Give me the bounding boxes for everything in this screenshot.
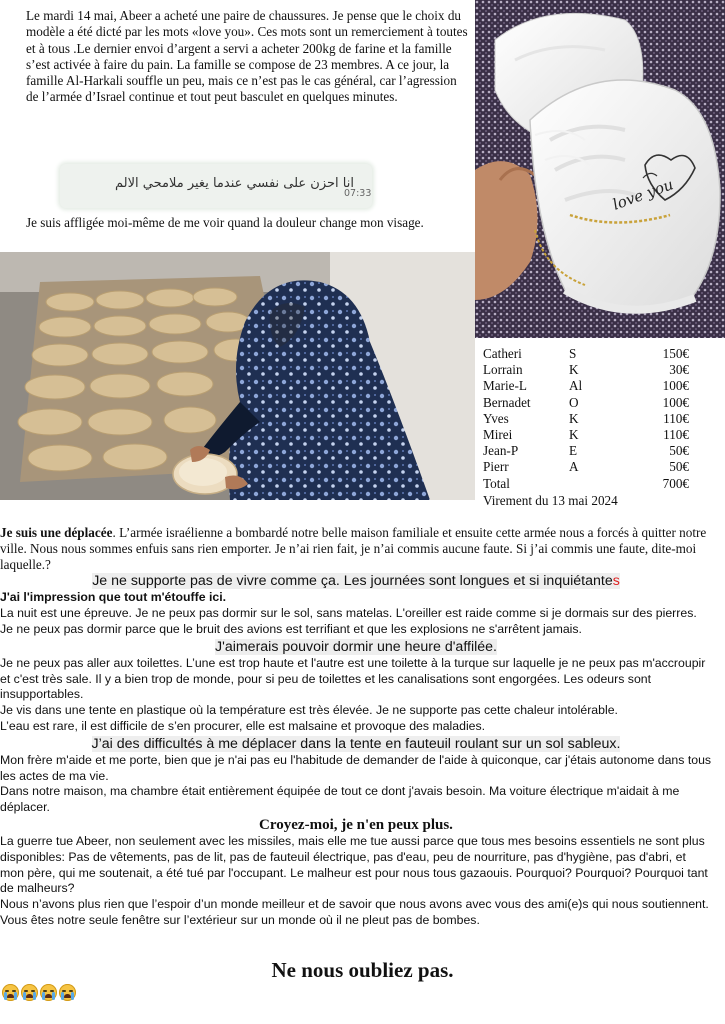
paragraph-tent: Je vis dans une tente en plastique où la température est très élevée. Je ne supporte pas cette chaleur intolérable. [0, 703, 618, 718]
highlight-wheelchair: J’ai des difficultés à me déplacer dans la tente en fauteuil roulant sur un sol sableux. [91, 735, 621, 752]
shoe-love-you-text: love you [610, 175, 676, 214]
paragraph-water: L’eau est rare, il est difficile de s’en procurer, elle est malsaine et provoque des maladies. [0, 718, 486, 733]
table-row [483, 459, 689, 475]
paragraph-displaced: Je suis une déplacée. L’armée israélienne a bombardé notre belle maison familiale et ensuite cette armée nous a forcés à quitter notre ville. Nous nous sommes enfuis sans rien emporter. Je n’ai rien fait, je n’ai commis aucune faute. Si j’ai commis une faute, dite-moi laquelle.? [0, 525, 707, 572]
heading-believe-me: Croyez-moi, je n'en peux plus. [259, 816, 453, 833]
table-row [483, 411, 689, 427]
donor-initial: K [569, 410, 579, 426]
donor-name: Bernadet [483, 394, 531, 410]
message-time: 07:33 [344, 188, 372, 199]
displaced-heading: Je suis une déplacée [0, 525, 113, 540]
intro-paragraph: Le mardi 14 mai, Abeer a acheté une paire de chaussures. Je pense que le choix du modèle a été dicté par les mots «love you». Ces mots sont un remerciement à toutes et à tous .Le dernier envoi d’argent a servi a acheter 200kg de farine et la famille s’est activée à faire du pain. La famille se compose de 23 membres. A ce jour, la famille Al-Harkali souffle un peu, mais ce n’est pas le cas général, car l’agression de l’armée d’Israel continue et tout peut basculet en quelques minutes. [26, 8, 468, 105]
table-row [483, 362, 689, 378]
paragraph-brother: Mon frère m'aide et me porte, bien que je n'ai pas eu l'habitude de demander de l'aide à quiconque, car j'étais autonome dans tous les actes de ma vie. [0, 752, 712, 783]
closing-title: Ne nous oubliez pas. [271, 958, 454, 982]
donor-name: Mirei [483, 427, 513, 443]
paragraph-toilets: Je ne peux pas aller aux toilettes. L’une est trop haute et l'autre est une toilette à la turque sur laquelle je ne peux pas m'accroupir et c'est très sale. Il y a bien trop de monde, pour si peu de toilettes et les canalisations sont engorgées. Les odeurs sont insupportables. [0, 655, 706, 702]
testimony [0, 525, 712, 929]
donor-name: Jean-P [483, 443, 519, 459]
paragraph-hope: Nous n’avons plus rien que l’espoir d’un monde meilleur et de savoir que nous avons avec vous des ami(e)s qui nous soutiennent. Vous êtes notre seule fenêtre sur l’extérieur sur un monde où il ne pleut pas de bombes. [0, 897, 709, 927]
table-row [483, 443, 689, 459]
donor-name: Pierr [483, 459, 509, 475]
donation-amount: 50€ [669, 443, 689, 459]
donor-initial: Al [569, 378, 583, 394]
donor-initial: E [569, 443, 578, 459]
crying-face-icon [59, 984, 76, 1001]
transfer-date: Virement du 13 mai 2024 [483, 492, 618, 508]
crying-face-icon [21, 984, 38, 1001]
donations-table [483, 346, 689, 492]
crying-face-icon [2, 984, 19, 1001]
message-bubble [60, 164, 372, 208]
donation-amount: 110€ [663, 410, 689, 426]
donations-list [483, 346, 693, 509]
donation-amount: 150€ [662, 346, 689, 361]
donation-amount: 100€ [662, 378, 689, 394]
total-label: Total [483, 475, 510, 491]
table-row [483, 395, 689, 411]
donor-name: Marie-L [483, 378, 527, 394]
donation-amount: 100€ [662, 394, 689, 410]
donation-amount: 30€ [669, 362, 689, 378]
highlight-days: Je ne supporte pas de vivre comme ça. Les journées sont longues et si inquiétantes [92, 573, 620, 590]
bread-making-photo [0, 252, 475, 500]
paragraph-war: La guerre tue Abeer, non seulement avec les missiles, mais elle me tue aussi parce que tous mes besoins essentiels ne sont plus disponibles: Pas de vêtements, pas de lit, pas de fauteuil électrique, pas d'eau, peu de nourriture, pas d'hygiène, pas d'abri, et mon père, qui me soutenait, a été tué par l'occupant. Le malheur est pour nous tous gazaouis. Pourquoi? Pourquoi? Pourquoi tant de malheurs? [0, 833, 708, 896]
table-row [483, 346, 689, 362]
paragraph-night: La nuit est une épreuve. Je ne peux pas dormir sur le sol, sans matelas. L'oreiller est raide comme si je dormais sur des pierres. Je ne peux pas dormir parce que le bruit des avions est terrifiant et que les explosions ne s'arrêtent jamais. [0, 606, 697, 636]
donor-initial: K [569, 427, 579, 443]
donor-name: Catheri [483, 346, 522, 361]
crying-emojis [2, 984, 76, 1001]
table-row [483, 427, 689, 443]
donor-initial: A [569, 459, 579, 475]
highlight-sleep: J'aimerais pouvoir dormir une heure d'affilée. [215, 638, 497, 655]
donation-amount: 50€ [669, 459, 689, 475]
highlight-red-letter: s [612, 573, 620, 590]
donor-name: Yves [483, 410, 509, 426]
donation-amount: 110€ [663, 427, 689, 443]
paragraph-house: Dans notre maison, ma chambre était entièrement équipée de tout ce dont j'avais besoin. Ma voiture électrique m'aidait à me déplacer. [0, 784, 680, 815]
total-row [483, 476, 689, 492]
donor-initial: O [569, 394, 579, 410]
donor-initial: K [569, 362, 579, 378]
total-amount: 700€ [662, 475, 689, 491]
message-caption: Je suis affligée moi-même de me voir quand la douleur change mon visage. [26, 215, 424, 230]
paragraph-suffocate: J'ai l'impression que tout m'étouffe ici. [0, 590, 227, 605]
donor-initial: S [569, 346, 577, 361]
message-text: انا احزن على نفسي عندما يغير ملامحي الالم [115, 176, 354, 191]
table-row [483, 378, 689, 394]
shoes-photo [475, 0, 725, 338]
crying-face-icon [40, 984, 57, 1001]
donor-name: Lorrain [483, 362, 523, 378]
